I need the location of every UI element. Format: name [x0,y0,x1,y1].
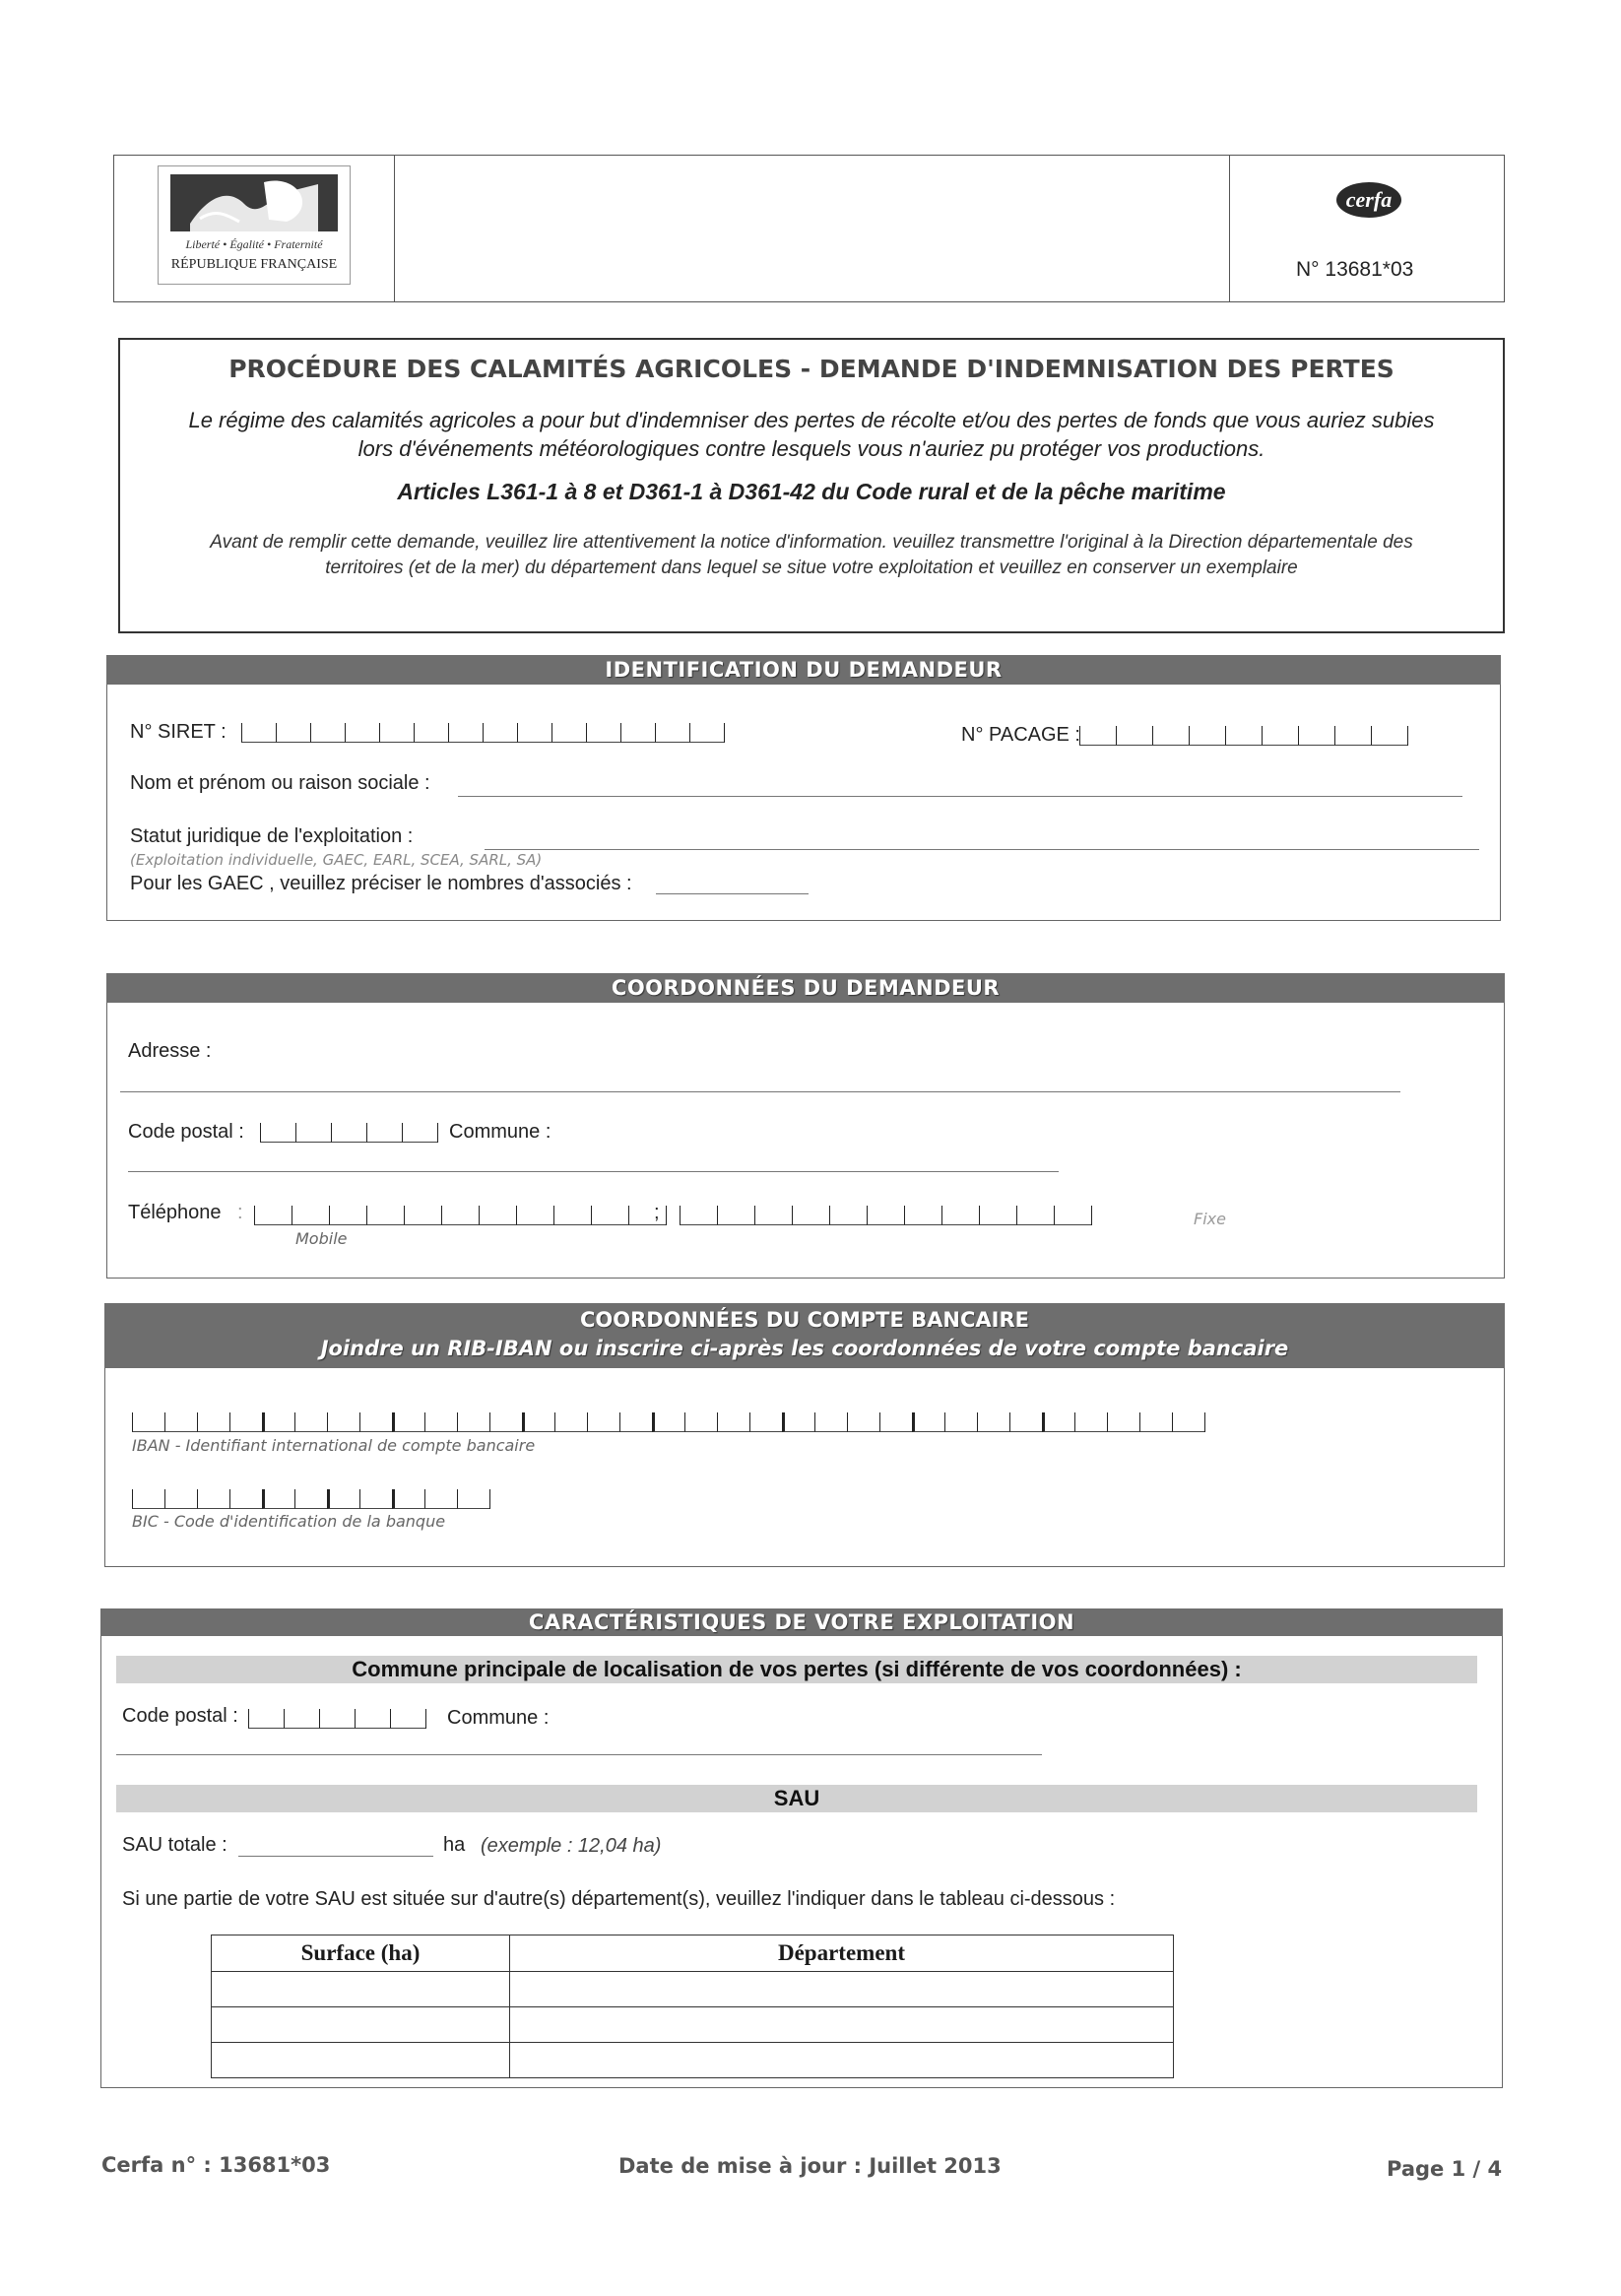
phone-colon: : [237,1202,243,1223]
header-divider-right [1229,155,1230,302]
fixed-phone-input[interactable] [680,1204,1092,1225]
footer-page-number: Page 1 / 4 [1387,2157,1503,2181]
articles-reference: Articles L361-1 à 8 et D361-1 à D361-42 du Code rural et de la pêche maritime [397,479,1226,504]
commune-label: Commune : [449,1121,551,1143]
mobile-hint: Mobile [295,1229,348,1248]
gaec-label: Pour les GAEC , veuillez préciser le nombres d'associés : [130,873,632,894]
commune-field[interactable] [128,1171,1059,1172]
surface-column-header: Surface (ha) [212,1935,510,1972]
name-field[interactable] [458,796,1462,797]
form-number: N° 13681*03 [1296,258,1414,281]
pacage-label: N° PACAGE : [961,724,1080,746]
department-cell[interactable] [510,1972,1174,2007]
republic-name: RÉPUBLIQUE FRANÇAISE [170,257,338,272]
surface-cell[interactable] [212,2043,510,2078]
status-hint: (Exploitation individuelle, GAEC, EARL, SCEA, SARL, SA) [130,851,543,869]
name-label: Nom et prénom ou raison sociale : [130,772,430,794]
table-header-row [212,1935,1174,1972]
table-row [212,1972,1174,2007]
description-line1: Le régime des calamités agricoles a pour but d'indemniser des pertes de récolte et/ou des pertes de fonds que vous auriez subies [188,408,1435,432]
exploitation-postal-label: Code postal : [122,1705,238,1727]
siret-label: N° SIRET : [130,721,227,743]
mobile-phone-input[interactable] [254,1204,667,1225]
phone-label: Téléphone [128,1202,222,1223]
exploitation-heading: CARACTÉRISTIQUES DE VOTRE EXPLOITATION [100,1608,1503,1636]
sau-unit: ha [443,1834,466,1856]
sau-label: SAU totale : [122,1834,227,1856]
table-row [212,2007,1174,2043]
postal-code-input[interactable] [260,1121,438,1143]
table-row [212,2043,1174,2078]
footer-cerfa-ref: Cerfa n° : 13681*03 [101,2153,331,2177]
form-title: PROCÉDURE DES CALAMITÉS AGRICOLES - DEMANDE D'INDEMNISATION DES PERTES [228,355,1394,383]
departments-table [211,1935,1174,2078]
fixe-hint: Fixe [1194,1210,1226,1228]
notice-line2: territoires (et de la mer) du département dans lequel se situe votre exploitation et veuillez en conserver un exemplaire [325,558,1298,578]
cerfa-logo-text: cerfa [1345,187,1393,212]
siret-input[interactable] [241,721,725,743]
phone-separator: ; [654,1202,660,1223]
department-column-header: Département [510,1935,1174,1972]
gaec-associates-field[interactable] [656,893,809,894]
status-field[interactable] [485,849,1479,850]
coordonnees-heading: COORDONNÉES DU DEMANDEUR [106,973,1505,1003]
address-field[interactable] [120,1091,1400,1092]
exploitation-postal-input[interactable] [248,1707,426,1729]
exploitation-commune-field[interactable] [116,1754,1042,1755]
cerfa-logo [1336,182,1401,218]
republique-logo [158,165,351,285]
exploitation-commune-label: Commune : [447,1707,550,1729]
motto: Liberté • Égalité • Fraternité [185,237,323,251]
bank-heading: COORDONNÉES DU COMPTE BANCAIRE [579,1308,1029,1332]
department-cell[interactable] [510,2043,1174,2078]
description-line2: lors d'événements météorologiques contre lesquels vous n'auriez pu protéger vos productions. [357,436,1265,461]
bic-input[interactable] [132,1487,490,1509]
commune-subheading: Commune principale de localisation de vos pertes (si différente de vos coordonnées) : [116,1656,1477,1683]
departments-instruction: Si une partie de votre SAU est située sur d'autre(s) département(s), veuillez l'indiquer dans le tableau ci-dessous : [122,1888,1116,1910]
sau-subheading: SAU [116,1785,1477,1812]
status-label: Statut juridique de l'exploitation : [130,825,414,847]
department-cell[interactable] [510,2007,1174,2043]
surface-cell[interactable] [212,1972,510,2007]
notice-line1: Avant de remplir cette demande, veuillez lire attentivement la notice d'information. veuillez transmettre l'original à la Direction départementale des [210,532,1413,553]
iban-hint: IBAN - Identifiant international de compte bancaire [132,1436,536,1455]
marianne-emblem [170,174,338,231]
bank-subheading: Joindre un RIB-IBAN ou inscrire ci-après les coordonnées de votre compte bancaire [320,1337,1289,1360]
identification-heading: IDENTIFICATION DU DEMANDEUR [106,655,1501,685]
iban-input[interactable] [132,1410,1205,1432]
marianne-icon [170,174,338,231]
pacage-input[interactable] [1079,724,1408,746]
footer-update-date: Date de mise à jour : Juillet 2013 [618,2154,1002,2178]
postal-code-label: Code postal : [128,1121,244,1143]
sau-example: (exemple : 12,04 ha) [481,1835,662,1857]
sau-field[interactable] [238,1856,433,1857]
bic-hint: BIC - Code d'identification de la banque [132,1512,446,1531]
header-divider-left [394,155,395,302]
address-label: Adresse : [128,1040,212,1062]
surface-cell[interactable] [212,2007,510,2043]
